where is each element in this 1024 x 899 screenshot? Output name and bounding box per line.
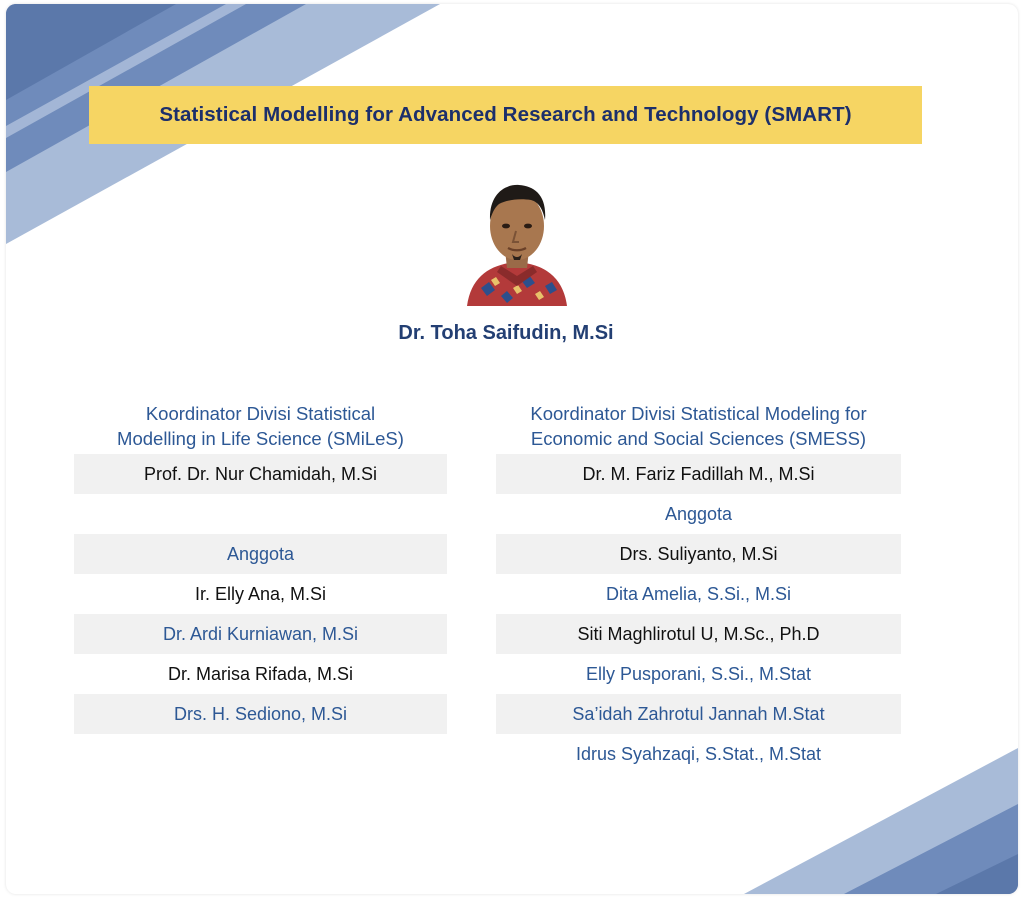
page-title: Statistical Modelling for Advanced Research and Technology (SMART) bbox=[159, 103, 852, 126]
division-smess bbox=[496, 396, 901, 774]
member-name: Sa’idah Zahrotul Jannah M.Stat bbox=[496, 694, 901, 734]
leader-name: Dr. Toha Saifudin, M.Si bbox=[398, 322, 614, 344]
division-title bbox=[74, 398, 447, 454]
spacer-row bbox=[74, 494, 447, 534]
member-name: Drs. Suliyanto, M.Si bbox=[496, 534, 901, 574]
member-name: Dr. Marisa Rifada, M.Si bbox=[167, 663, 354, 684]
member-name: Dr. Ardi Kurniawan, M.Si bbox=[74, 614, 447, 654]
division-title-line: Economic and Social Sciences (SMESS) bbox=[530, 428, 867, 449]
person-portrait-icon bbox=[461, 176, 573, 306]
coordinator-name: Dr. M. Fariz Fadillah M., M.Si bbox=[496, 454, 901, 494]
member-name: Elly Pusporani, S.Si., M.Stat bbox=[585, 663, 812, 684]
division-title-line: Modelling in Life Science (SMiLeS) bbox=[117, 428, 404, 449]
org-chart-card bbox=[6, 4, 1018, 894]
members-label: Anggota bbox=[74, 534, 447, 574]
member-name: Siti Maghlirotul U, M.Sc., Ph.D bbox=[496, 614, 901, 654]
member-name: Drs. H. Sediono, M.Si bbox=[74, 694, 447, 734]
division-title bbox=[496, 398, 901, 454]
title-banner bbox=[89, 86, 922, 144]
division-title-line: Koordinator Divisi Statistical bbox=[145, 403, 376, 424]
member-name: Idrus Syahzaqi, S.Stat., M.Stat bbox=[575, 743, 822, 764]
member-name: Ir. Elly Ana, M.Si bbox=[194, 583, 327, 604]
members-label: Anggota bbox=[664, 503, 733, 524]
coordinator-name: Prof. Dr. Nur Chamidah, M.Si bbox=[74, 454, 447, 494]
division-title-line: Koordinator Divisi Statistical Modeling for bbox=[530, 403, 867, 424]
member-name: Dita Amelia, S.Si., M.Si bbox=[605, 583, 792, 604]
division-smiles bbox=[74, 396, 447, 734]
